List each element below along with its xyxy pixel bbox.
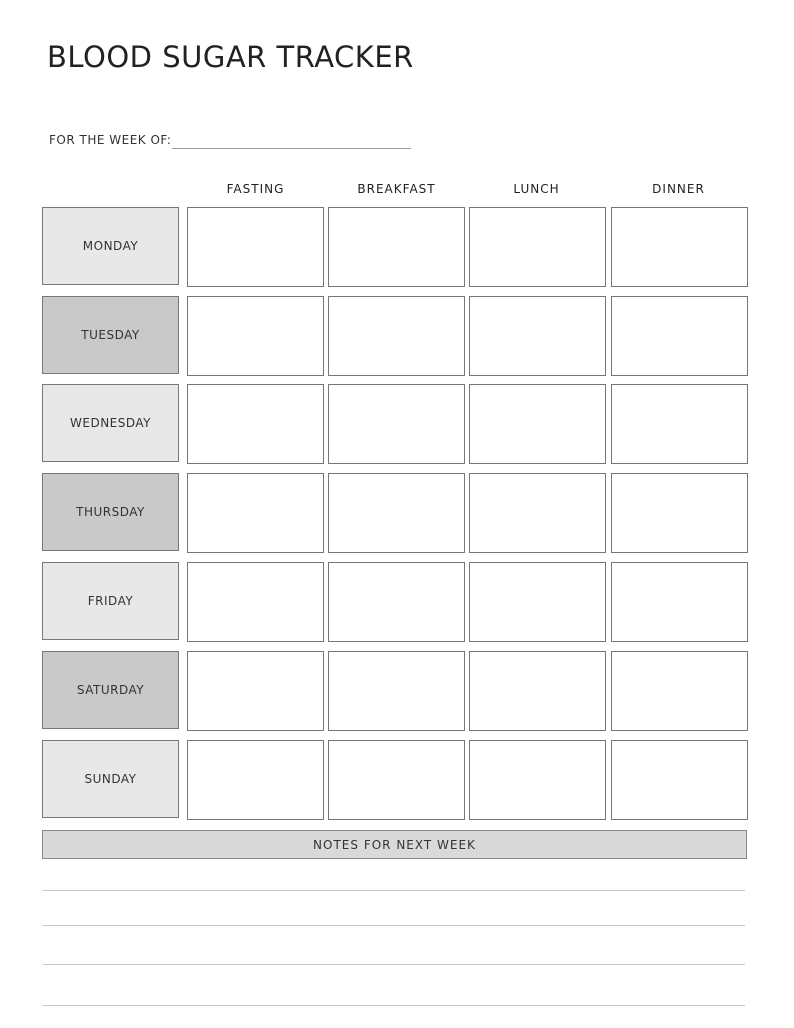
entry-cell-tuesday-fasting[interactable] (187, 296, 324, 376)
column-header-fasting: FASTING (226, 182, 285, 196)
notes-header: NOTES FOR NEXT WEEK (42, 830, 747, 859)
page-title: BLOOD SUGAR TRACKER (47, 40, 414, 74)
entry-cell-friday-dinner[interactable] (611, 562, 748, 642)
entry-cell-saturday-fasting[interactable] (187, 651, 324, 731)
entry-cell-tuesday-lunch[interactable] (469, 296, 606, 376)
day-label-thursday: THURSDAY (42, 473, 179, 551)
day-label-friday: FRIDAY (42, 562, 179, 640)
entry-cell-monday-breakfast[interactable] (328, 207, 465, 287)
entry-cell-friday-lunch[interactable] (469, 562, 606, 642)
entry-cell-wednesday-breakfast[interactable] (328, 384, 465, 464)
notes-line[interactable] (43, 890, 745, 891)
entry-cell-thursday-breakfast[interactable] (328, 473, 465, 553)
entry-cell-monday-fasting[interactable] (187, 207, 324, 287)
column-header-lunch: LUNCH (513, 182, 560, 196)
notes-line[interactable] (43, 964, 745, 965)
entry-cell-sunday-lunch[interactable] (469, 740, 606, 820)
notes-line[interactable] (43, 1005, 745, 1006)
entry-cell-sunday-dinner[interactable] (611, 740, 748, 820)
entry-cell-thursday-dinner[interactable] (611, 473, 748, 553)
entry-cell-saturday-dinner[interactable] (611, 651, 748, 731)
entry-cell-sunday-breakfast[interactable] (328, 740, 465, 820)
entry-cell-wednesday-fasting[interactable] (187, 384, 324, 464)
column-header-dinner: DINNER (652, 182, 705, 196)
week-of-field[interactable] (172, 148, 411, 149)
column-header-breakfast: BREAKFAST (357, 182, 436, 196)
entry-cell-wednesday-lunch[interactable] (469, 384, 606, 464)
entry-cell-sunday-fasting[interactable] (187, 740, 324, 820)
day-label-tuesday: TUESDAY (42, 296, 179, 374)
entry-cell-monday-dinner[interactable] (611, 207, 748, 287)
entry-cell-thursday-lunch[interactable] (469, 473, 606, 553)
week-of-label: FOR THE WEEK OF: (49, 133, 172, 147)
entry-cell-friday-breakfast[interactable] (328, 562, 465, 642)
entry-cell-saturday-lunch[interactable] (469, 651, 606, 731)
entry-cell-tuesday-breakfast[interactable] (328, 296, 465, 376)
entry-cell-wednesday-dinner[interactable] (611, 384, 748, 464)
entry-cell-saturday-breakfast[interactable] (328, 651, 465, 731)
entry-cell-thursday-fasting[interactable] (187, 473, 324, 553)
day-label-wednesday: WEDNESDAY (42, 384, 179, 462)
entry-cell-monday-lunch[interactable] (469, 207, 606, 287)
day-label-saturday: SATURDAY (42, 651, 179, 729)
day-label-sunday: SUNDAY (42, 740, 179, 818)
entry-cell-tuesday-dinner[interactable] (611, 296, 748, 376)
notes-line[interactable] (43, 925, 745, 926)
day-label-monday: MONDAY (42, 207, 179, 285)
entry-cell-friday-fasting[interactable] (187, 562, 324, 642)
